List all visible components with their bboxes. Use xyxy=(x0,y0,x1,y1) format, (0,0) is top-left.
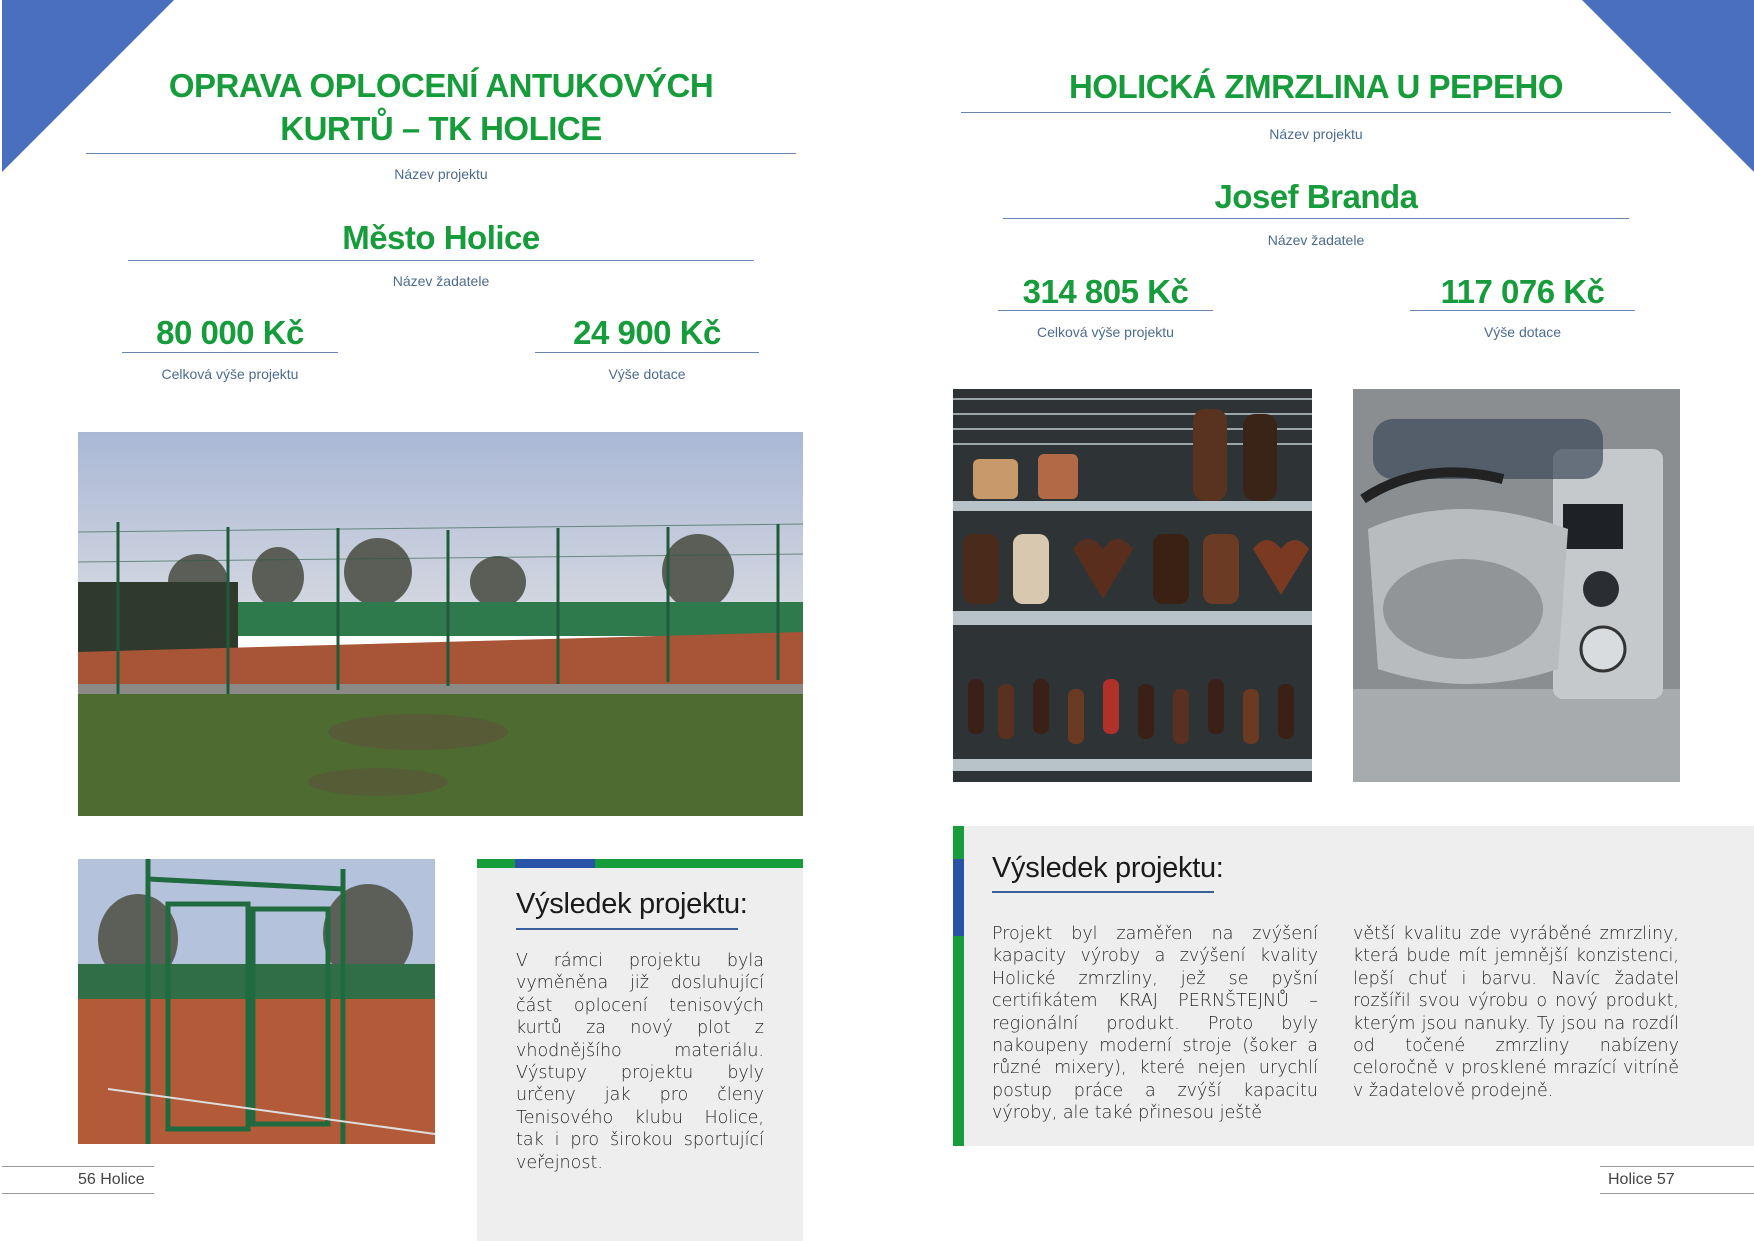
accent-bar-blue xyxy=(953,859,964,936)
accent-bar-green xyxy=(953,826,964,859)
subsidy-amount: 24 900 Kč xyxy=(573,314,721,351)
applicant-rule xyxy=(128,260,754,261)
title-rule xyxy=(86,153,796,154)
accent-bar-green xyxy=(477,859,515,868)
title-rule xyxy=(961,112,1671,113)
result-text-column-1: Projekt byl zaměřen na zvýšení kapacity výroby a zvýšení kvality Holické zmrzliny, jež se pyšní certifikátem KRAJ PERNŠTEJNŮ – regionální produkt. Proto byly nakoupeny moderní stroje (šoker a různé mixery), které nejen urychlí postup práce a zvýší kapacitu výroby, ale také přinesou ještě xyxy=(992,924,1318,1124)
total-rule xyxy=(998,310,1213,311)
total-rule xyxy=(122,352,338,353)
fence-gate-photo xyxy=(78,859,435,1144)
applicant-rule xyxy=(1003,218,1629,219)
subsidy-rule xyxy=(535,352,759,353)
result-title-underline xyxy=(516,928,738,930)
ice-cream-display-photo xyxy=(953,389,1312,782)
applicant-caption: Název žadatele xyxy=(392,273,490,289)
page-number: Holice 57 xyxy=(1608,1171,1675,1188)
applicant-name: Město Holice xyxy=(342,219,540,256)
project-title: HOLICKÁ ZMRZLINA U PEPEHO xyxy=(1068,68,1564,105)
page-number: 56 Holice xyxy=(78,1171,145,1188)
project-title-caption: Název projektu xyxy=(1269,126,1363,142)
total-caption: Celková výše projektu xyxy=(1037,324,1174,340)
result-title: Výsledek projektu: xyxy=(516,888,748,920)
subsidy-caption: Výše dotace xyxy=(608,366,686,382)
result-title-underline xyxy=(992,891,1214,893)
subsidy-caption: Výše dotace xyxy=(1483,324,1562,340)
footer-line xyxy=(2,1193,154,1194)
result-text: V rámci projektu byla vyměněna již dosluhující část oplocení tenisových kurtů za nový plot z vhodnějšího materiálu. Výstupy projektu byly určeny jak pro členy Tenisového klubu Holice, tak i pro širokou sportující veřejnost. xyxy=(516,951,764,1173)
footer-line xyxy=(2,1166,154,1167)
applicant-name: Josef Branda xyxy=(1214,178,1418,215)
result-title: Výsledek projektu: xyxy=(992,852,1224,884)
accent-bar-green xyxy=(953,936,964,1146)
footer-line xyxy=(1600,1193,1754,1194)
total-amount: 80 000 Kč xyxy=(156,314,304,351)
subsidy-rule xyxy=(1410,310,1635,311)
kitchen-mixer-photo xyxy=(1353,389,1680,782)
subsidy-amount: 117 076 Kč xyxy=(1440,273,1605,310)
project-title xyxy=(86,64,796,150)
accent-bar-green xyxy=(595,859,803,868)
tennis-court-photo xyxy=(78,432,803,816)
project-title-line: KURTŮ – TK HOLICE xyxy=(280,110,602,147)
total-amount: 314 805 Kč xyxy=(1022,273,1189,310)
applicant-caption: Název žadatele xyxy=(1267,232,1365,248)
project-title-caption: Název projektu xyxy=(394,166,488,182)
project-title-line: OPRAVA OPLOCENÍ ANTUKOVÝCH xyxy=(168,67,714,104)
accent-bar-blue xyxy=(515,859,595,868)
footer-line xyxy=(1600,1166,1754,1167)
total-caption: Celková výše projektu xyxy=(161,366,299,382)
result-text-column-2: větší kvalitu zde vyráběné zmrzliny, která bude mít jemnější konzistenci, lepší chuť i barvu. Navíc žadatel rozšířil svou výrobu o nový produkt, kterým jsou nanuky. Ty jsou na rozdíl od točené zmrzliny nabízeny celoročně v prosklené mrazící vitríně v žadatelově prodejně. xyxy=(1353,924,1679,1101)
